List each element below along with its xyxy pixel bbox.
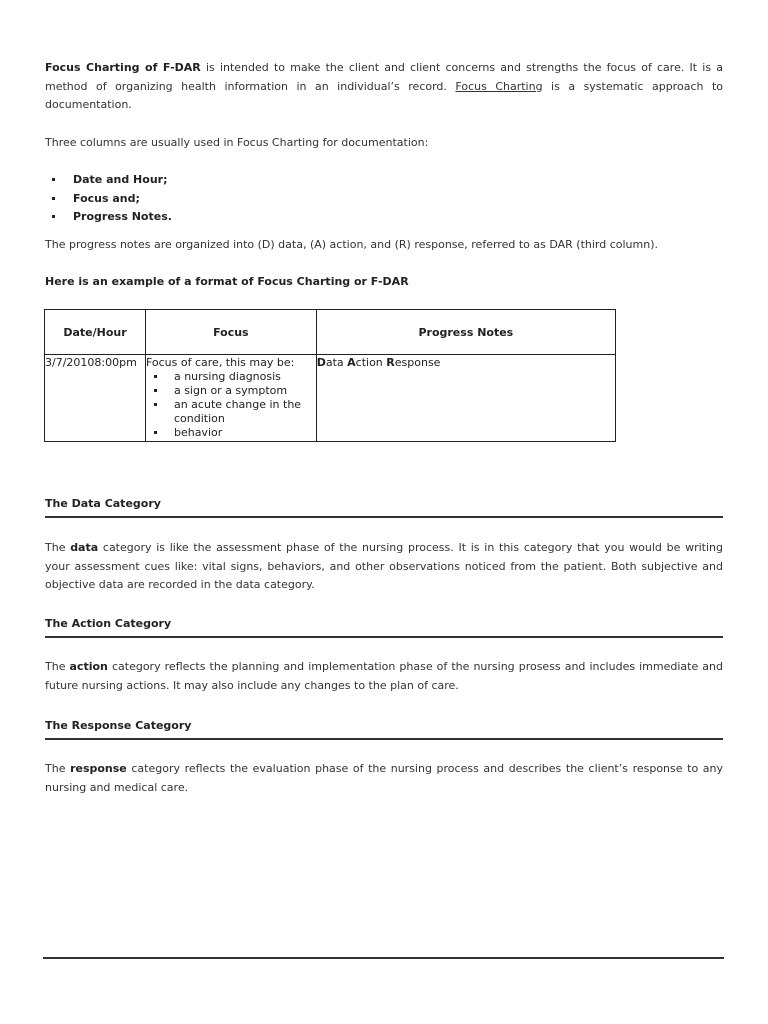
response-post: category reflects the evaluation phase of the nursing process and describes the client’s response to any nursing and medical care. [45,762,723,794]
action-keyword: action [69,660,108,673]
response-category-heading: The Response Category [45,719,723,740]
focus-list [146,370,316,440]
intro-term: Focus Charting of F-DAR [45,61,201,74]
dar-note: The progress notes are organized into (D) data, (A) action, and (R) response, referred to as DAR (third column). [45,238,658,251]
columns-intro: Three columns are usually used in Focus Charting for documentation: [45,136,429,149]
columns-list [45,171,172,227]
r-rest: esponse [394,356,441,369]
list-item: a nursing diagnosis [146,370,316,384]
response-category-paragraph [45,760,723,797]
data-category-heading: The Data Category [45,497,723,518]
list-item: Progress Notes. [45,208,172,227]
data-pre: The [45,541,71,554]
data-keyword: data [70,541,99,554]
list-item: behavior [146,426,316,440]
fdar-example-table [44,309,616,442]
response-pre: The [45,762,71,775]
focus-charting-link[interactable]: Focus Charting [455,79,543,93]
intro-paragraph [45,59,723,115]
cell-focus [145,355,316,442]
action-category-paragraph [45,658,723,695]
a-rest: ction [355,356,387,369]
focus-intro: Focus of care, this may be: [145,356,295,369]
list-item: a sign or a symptom [146,384,316,398]
list-item: an acute change in the condition [146,398,316,426]
data-post: category is like the assessment phase of the nursing process. It is in this category that you would be writing your assessment cues like: vital signs, behaviors, and other observations noticed from the patient. Both subjective and objective data are recorded in the data category. [45,541,723,591]
response-keyword: response [70,762,127,775]
example-heading: Here is an example of a format of Focus Charting or F-DAR [45,275,409,288]
table-header-row [45,310,616,355]
r-initial: R [386,356,395,369]
header-progress-notes: Progress Notes [316,310,615,355]
data-category-paragraph [45,539,723,595]
list-item: Date and Hour; [45,171,172,190]
action-post: category reflects the planning and implementation phase of the nursing prosess and includes immediate and future nursing actions. It may also include any changes to the plan of care. [45,660,723,692]
cell-progress-notes [316,355,615,442]
d-initial: D [316,356,326,369]
cell-date: 3/7/20108:00pm [45,355,146,442]
bottom-divider [43,957,724,959]
header-focus: Focus [145,310,316,355]
a-initial: A [347,356,356,369]
action-category-heading: The Action Category [45,617,723,638]
table-row [45,355,616,442]
action-pre: The [45,660,70,673]
d-rest: ata [325,356,348,369]
list-item: Focus and; [45,190,172,209]
header-date-hour: Date/Hour [45,310,146,355]
intro-text-2: is a systematic approach to documentation. [45,79,723,111]
intro-text-1: is intended to make the client and client concerns and strengths the focus of care. It is a method of organizing health information in an individual’s record. [45,61,723,93]
